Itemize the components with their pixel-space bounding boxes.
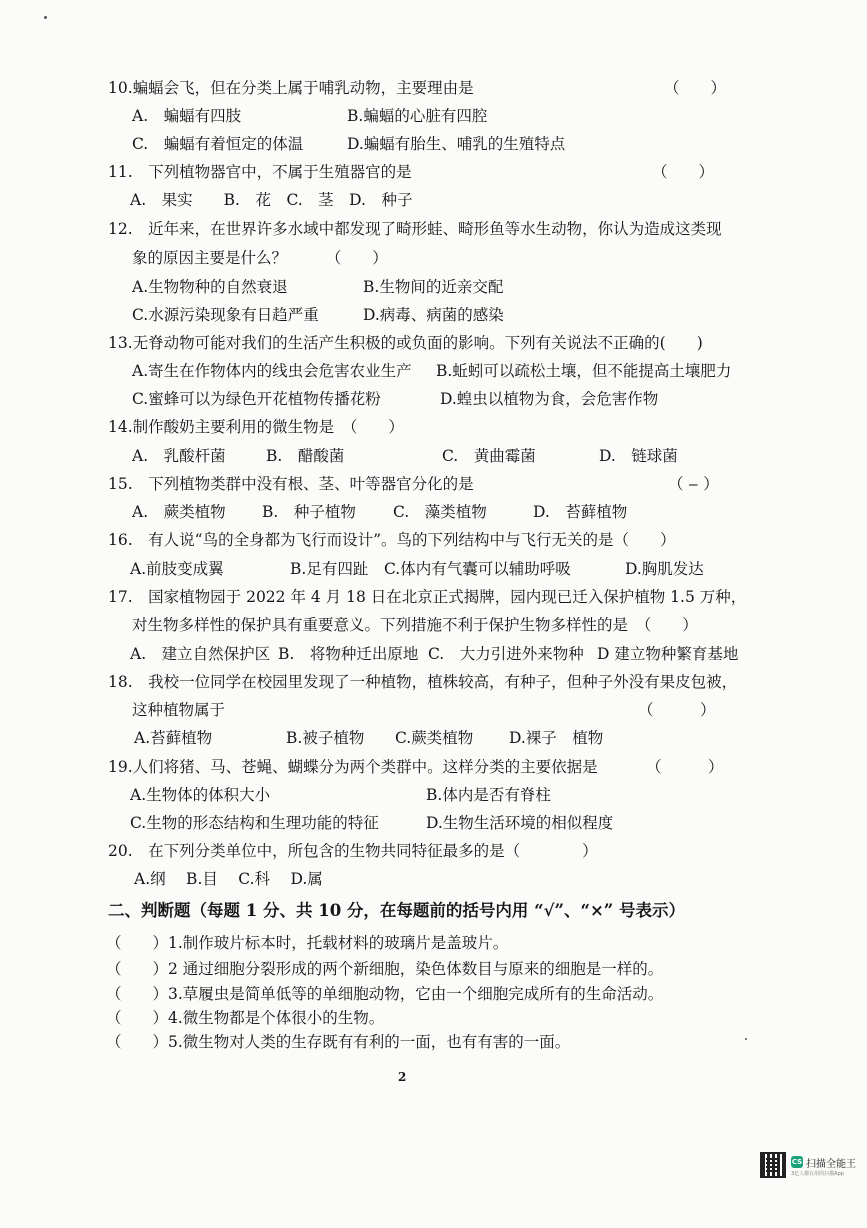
question-13: 13.无脊动物可能对我们的生活产生积极的或负面的影响。下列有关说法不正确的( ) — [108, 334, 703, 352]
option-d: D.胸肌发达 — [625, 560, 704, 578]
judgement-2: （ ）2 通过细胞分裂形成的两个新细胞，染色体数目与原来的细胞是一样的。 — [106, 960, 664, 978]
option-d: D.病毒、病菌的感染 — [363, 306, 504, 324]
option-d: D. 苔藓植物 — [533, 503, 628, 521]
scanner-logo-icon: CS — [791, 1158, 803, 1166]
option-b: B. 醋酸菌 — [266, 447, 345, 465]
option-d: D 建立物种繁育基地 — [597, 645, 739, 663]
option-c: C.蕨类植物 — [395, 729, 474, 747]
option-c: C. 大力引进外来物种 — [428, 645, 584, 663]
option-b: B. 将物种迁出原地 — [278, 645, 419, 663]
option-a: A.生物物种的自然衰退 — [132, 278, 288, 296]
question-17: 17. 国家植物园于 2022 年 4 月 18 日在北京正式揭牌，园内现已迁入保护植物 1.5 万种， — [108, 588, 747, 606]
option-d: D.蝗虫以植物为食，会危害作物 — [440, 390, 659, 408]
option-c: C.生物的形态结构和生理功能的特征 — [130, 814, 379, 832]
option-d: D. 链球菌 — [599, 447, 678, 465]
option-c: C. 藻类植物 — [393, 503, 487, 521]
option-a: A. 蝙蝠有四肢 — [132, 107, 242, 125]
option-b: B.体内是否有脊柱 — [426, 786, 551, 804]
options-11: A. 果实 B. 花 C. 茎 D. 种子 — [130, 191, 413, 209]
answer-bracket: （ ） — [652, 163, 715, 181]
answer-bracket: （ ） — [638, 701, 716, 719]
option-c: C. 蝙蝠有着恒定的体温 — [132, 135, 304, 153]
option-c: C.体内有气囊可以辅助呼吸 — [384, 560, 571, 578]
option-b: B.被子植物 — [286, 729, 365, 747]
option-a: A.前肢变成翼 — [130, 560, 224, 578]
option-a: A.生物体的体积大小 — [130, 786, 271, 804]
judgement-4: （ ）4.微生物都是个体很小的生物。 — [106, 1009, 385, 1027]
option-a: A. 建立自然保护区 — [130, 645, 271, 663]
answer-bracket: （ ） — [664, 79, 727, 97]
question-12-cont: 象的原因主要是什么？ （ ） — [132, 249, 388, 267]
option-a: A.苔藓植物 — [134, 729, 213, 747]
scanner-brand: 扫描全能王 — [806, 1159, 856, 1170]
option-d: D.裸子 植物 — [509, 729, 604, 747]
page-number: 2 — [398, 1070, 407, 1084]
judgement-1: （ ）1.制作玻片标本时，托载材料的玻璃片是盖玻片。 — [106, 934, 509, 952]
question-14: 14.制作酸奶主要利用的微生物是 （ ） — [108, 418, 404, 436]
option-a: A.寄生在作物体内的线虫会危害农业生产 — [132, 362, 412, 380]
question-12: 12. 近年来，在世界许多水域中都发现了畸形蛙、畸形鱼等水生动物，你认为造成这类现 — [108, 220, 722, 238]
answer-bracket: （ ‒ ） — [668, 475, 719, 493]
scanner-watermark — [760, 1152, 860, 1212]
option-b: B.足有四趾 — [290, 560, 369, 578]
option-a: A. 蕨类植物 — [132, 503, 226, 521]
qr-code-icon — [760, 1152, 786, 1178]
question-16: 16. 有人说“鸟的全身都为飞行而设计”。鸟的下列结构中与飞行无关的是（ ） — [108, 531, 676, 549]
option-d: D.生物生活环境的相似程度 — [426, 814, 614, 832]
option-b: B. 种子植物 — [262, 503, 356, 521]
option-b: B.生物间的近亲交配 — [363, 278, 504, 296]
option-b: B.蚯蚓可以疏松土壤，但不能提高土壤肥力 — [436, 362, 732, 380]
option-b: B.蝙蝠的心脏有四腔 — [347, 107, 488, 125]
question-18-cont: 这种植物属于 — [132, 701, 226, 719]
scanner-slogan: 3亿人都在用的扫描App — [791, 1171, 844, 1177]
question-10: 10.蝙蝠会飞，但在分类上属于哺乳动物，主要理由是 — [108, 79, 474, 97]
judgement-5: （ ）5.微生物对人类的生存既有有利的一面，也有有害的一面。 — [106, 1033, 571, 1051]
options-20: A.纲 B.目 C.科 D.属 — [134, 870, 323, 888]
question-19: 19.人们将猪、马、苍蝇、蝴蝶分为两个类群中。这样分类的主要依据是 — [108, 758, 598, 776]
scan-speck — [745, 1038, 747, 1040]
option-a: A. 乳酸杆菌 — [132, 447, 226, 465]
option-c: C.水源污染现象有日趋严重 — [132, 306, 319, 324]
judgement-3: （ ）3.草履虫是简单低等的单细胞动物，它由一个细胞完成所有的生命活动。 — [106, 985, 664, 1003]
question-17-cont: 对生物多样性的保护具有重要意义。下列措施不利于保护生物多样性的是 （ ） — [132, 616, 698, 634]
option-d: D.蝙蝠有胎生、哺乳的生殖特点 — [347, 135, 566, 153]
question-11: 11. 下列植物器官中，不属于生殖器官的是 — [108, 163, 412, 181]
option-c: C.蜜蜂可以为绿色开花植物传播花粉 — [132, 390, 381, 408]
option-c: C. 黄曲霉菌 — [442, 447, 536, 465]
question-20: 20. 在下列分类单位中，所包含的生物共同特征最多的是（ ） — [108, 842, 598, 860]
question-18: 18. 我校一位同学在校园里发现了一种植物，植株较高，有种子，但种子外没有果皮包被， — [108, 673, 738, 691]
question-15: 15. 下列植物类群中没有根、茎、叶等器官分化的是 — [108, 475, 474, 493]
scan-speck — [44, 16, 47, 19]
section-heading: 二、判断题（每题 1 分、共 10 分，在每题前的括号内用 “√”、“×” 号表示） — [108, 901, 686, 920]
answer-bracket: （ ） — [646, 758, 724, 776]
